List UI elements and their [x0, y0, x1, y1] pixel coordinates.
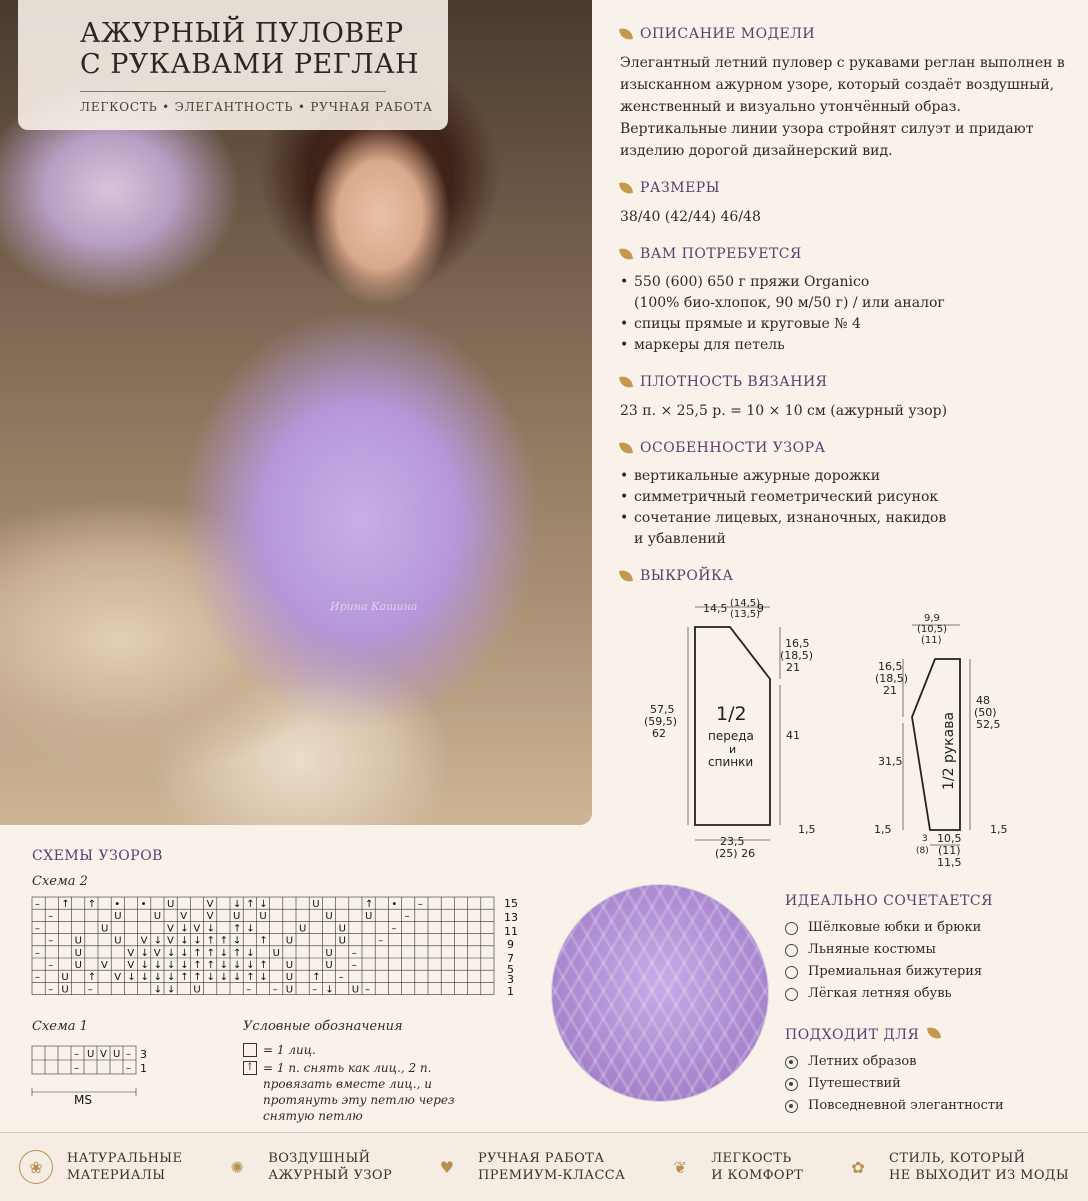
section-heading: ПЛОТНОСТЬ ВЯЗАНИЯ — [640, 374, 828, 390]
dim-text: 1,5 — [990, 823, 1008, 836]
page-title — [80, 18, 448, 80]
dim-text: 3 — [922, 834, 928, 844]
dim-text: (18,5) — [875, 672, 909, 685]
linen-icon — [785, 944, 798, 957]
dim-text: 10,5 — [937, 832, 962, 845]
chart-symbol: ↑ — [365, 899, 374, 910]
dim-text: 21 — [786, 661, 800, 674]
section-heading: ВЫКРОЙКА — [640, 568, 734, 584]
chart-symbol: ↓ — [219, 960, 229, 971]
list-item-label: Лёгкая летняя обувь — [808, 986, 952, 1001]
chart-symbol: U — [338, 923, 346, 935]
photo-watermark: Ирина Кашина — [330, 600, 418, 613]
materials-section — [620, 246, 1070, 356]
chart-symbol: – — [48, 911, 54, 923]
leaf-icon — [619, 247, 633, 261]
chart-symbol: U — [259, 911, 267, 923]
dim-text: 9,9 — [924, 613, 940, 624]
leaf-icon — [619, 569, 633, 583]
chart-symbol: ↓ — [140, 947, 149, 959]
chart-symbol: U — [338, 935, 346, 947]
scheme2-grid — [30, 893, 530, 1003]
chart-symbol: – — [35, 972, 40, 984]
chart-symbol: V — [127, 947, 135, 959]
sun-icon — [785, 1100, 798, 1113]
list-item-label: Шёлковые юбки и брюки — [808, 920, 982, 935]
chart-symbol: ↓ — [246, 960, 255, 971]
chart-symbol: ↓ — [153, 935, 163, 947]
chart-symbol: U — [325, 911, 333, 923]
svg-text:V: V — [100, 1049, 107, 1060]
chart-symbol: ↓ — [140, 972, 149, 984]
sizes-section — [620, 180, 1070, 228]
list-item-label: Премиальная бижутерия — [808, 964, 983, 979]
chart-symbol: ↓ — [259, 972, 268, 984]
list-item — [785, 983, 1075, 1005]
knit-swatch-image — [552, 885, 768, 1101]
skirt-icon — [785, 922, 798, 935]
gauge-value: 23 п. × 25,5 р. = 10 × 10 см (ажурный узор) — [620, 403, 948, 419]
dim-text: (50) — [974, 706, 997, 719]
feature-natural — [19, 1150, 182, 1184]
pairs-heading: ИДЕАЛЬНО СОЧЕТАЕТСЯ — [785, 893, 993, 909]
row-number: 9 — [507, 938, 514, 951]
chart-symbol: • — [140, 899, 147, 910]
dim-text: (59,5) — [644, 715, 678, 728]
chart-symbol: ↓ — [259, 899, 268, 910]
chart-symbol: ↓ — [127, 972, 136, 984]
chart-symbol: U — [153, 911, 162, 923]
chart-symbol: ↓ — [206, 923, 215, 935]
chart-symbol: U — [325, 947, 333, 959]
dim-text: 48 — [976, 694, 990, 707]
chart-symbol: ↓ — [167, 947, 176, 959]
title-line-1: АЖУРНЫЙ ПУЛОВЕР — [80, 18, 404, 49]
chart-symbol: – — [246, 984, 252, 996]
leaf-icon — [619, 181, 633, 195]
feature-style — [841, 1150, 1069, 1184]
gauge-section — [620, 374, 1070, 422]
chart-symbol: – — [378, 935, 384, 947]
dim-text: (13,5) — [730, 609, 761, 620]
chart-symbol: ↓ — [219, 972, 229, 984]
sizes-value: 38/40 (42/44) 46/48 — [620, 209, 761, 225]
chart-symbol: ↑ — [87, 972, 97, 984]
list-item: (100% био-хлопок, 90 м/50 г) / или аналог — [634, 295, 945, 311]
leaf-icon — [927, 1026, 941, 1040]
chart-symbol: ↓ — [219, 947, 229, 959]
list-item — [785, 1073, 1075, 1095]
chart-symbol: ↑ — [259, 935, 268, 947]
chart-symbol: U — [74, 960, 82, 971]
list-item: • спицы прямые и круговые № 4 — [620, 314, 1070, 335]
dim-text: (18,5) — [780, 649, 814, 662]
chart-symbol: U — [285, 935, 294, 947]
pairs-section — [785, 893, 1075, 1117]
list-item-label: Льняные костюмы — [808, 942, 936, 957]
chart-symbol: ↑ — [206, 947, 215, 959]
chart-symbol: ↓ — [153, 972, 163, 984]
chart-symbol: ↓ — [167, 972, 176, 984]
chart-symbol: ↑ — [259, 960, 268, 971]
row-number: 3 — [507, 973, 514, 986]
feature-line: РУЧНАЯ РАБОТА — [477, 1151, 605, 1166]
dim-text: 1,5 — [798, 823, 816, 836]
chart-symbol: V — [167, 923, 174, 935]
section-heading: ОПИСАНИЕ МОДЕЛИ — [640, 26, 816, 42]
chart-symbol: ↑ — [233, 923, 242, 935]
feature-line: ВОЗДУШНЫЙ — [268, 1151, 371, 1166]
feature-line: ПРЕМИУМ-КЛАССА — [477, 1168, 626, 1183]
front-label: и — [729, 743, 737, 756]
list-item: • симметричный геометрический рисунок — [620, 487, 1070, 508]
chart-symbol: U — [74, 947, 82, 959]
chart-symbol: – — [35, 899, 40, 910]
row-number: 13 — [504, 911, 518, 924]
chart-symbol: – — [48, 960, 54, 971]
chart-symbol: ↓ — [233, 899, 242, 910]
scheme1-chart — [30, 1042, 170, 1112]
list-item — [785, 939, 1075, 961]
feature-line: НАТУРАЛЬНЫЕ — [66, 1151, 183, 1166]
footer-features — [0, 1132, 1088, 1201]
chart-symbol: – — [35, 947, 40, 959]
dim-text: (25) 26 — [715, 847, 756, 860]
list-item: • маркеры для петель — [620, 335, 1070, 356]
chart-symbol: – — [351, 947, 357, 959]
chart-symbol: V — [140, 935, 148, 947]
chart-symbol: V — [193, 923, 201, 935]
chart-symbol: – — [312, 984, 318, 996]
chart-symbol: U — [114, 911, 122, 923]
chart-symbol: U — [233, 911, 241, 923]
svg-text:–: – — [126, 1063, 131, 1074]
chart-symbol: – — [87, 984, 93, 996]
chart-symbol: ↓ — [167, 960, 176, 971]
dim-text: 62 — [652, 727, 666, 740]
feature-line: ЛЕГКОСТЬ — [711, 1151, 792, 1166]
chart-symbol: U — [61, 972, 69, 984]
sun-icon — [785, 1078, 798, 1091]
feature-handmade — [430, 1150, 625, 1184]
chart-symbol: ↓ — [246, 947, 255, 959]
chart-symbol: ↓ — [325, 984, 334, 996]
chart-symbol: – — [48, 935, 54, 947]
chart-symbol: – — [365, 984, 370, 996]
snowflake-icon: ✺ — [230, 1157, 244, 1177]
chart-symbol: U — [61, 984, 69, 996]
title-tagline: ЛЕГКОСТЬ • ЭЛЕГАНТНОСТЬ • РУЧНАЯ РАБОТА — [80, 100, 433, 114]
scheme2-chart — [30, 893, 530, 1007]
jewelry-icon — [785, 966, 798, 979]
list-item: • сочетание лицевых, изнаночных, накидов — [620, 508, 1070, 529]
chart-symbol: U — [114, 935, 122, 947]
legend-heading: Условные обозначения — [243, 1019, 403, 1034]
dim-text: (14,5) — [730, 598, 761, 609]
dim-text: (11) — [938, 844, 961, 857]
title-divider — [80, 91, 386, 92]
chart-symbol: ↑ — [246, 972, 255, 984]
row-number: 7 — [507, 952, 514, 965]
chart-symbol: ↓ — [180, 947, 189, 959]
scheme1-grid — [30, 1042, 170, 1108]
front-label: 1/2 — [716, 703, 747, 725]
chart-symbol: U — [325, 960, 333, 971]
front-piece-outline — [695, 627, 770, 825]
list-item — [785, 917, 1075, 939]
chart-symbol: ↑ — [206, 935, 215, 947]
schemes-heading: СХЕМЫ УЗОРОВ — [32, 848, 163, 864]
chart-symbol: ↑ — [193, 972, 202, 984]
features-section — [620, 440, 1070, 550]
row-number: 11 — [504, 925, 518, 938]
flower-icon: ✿ — [851, 1157, 865, 1177]
row-number: 5 — [507, 963, 514, 976]
decrease-symbol: ↑ — [243, 1061, 257, 1075]
lotus-icon: ❀ — [19, 1150, 53, 1184]
title-line-2: С РУКАВАМИ РЕГЛАН — [80, 49, 420, 80]
dim-text: 1,5 — [874, 823, 892, 836]
svg-text:–: – — [126, 1049, 131, 1060]
list-item-label: Летних образов — [808, 1054, 917, 1069]
legend-item — [243, 1042, 473, 1058]
dim-text: 41 — [786, 729, 800, 742]
description-text: Элегантный летний пуловер с рукавами реглан выполнен в изысканном ажурном узоре, который создаёт воздушный, женственный и визуально утончённый образ. Вертикальные линии узора стройнят силуэт и придают изделию дорогой дизайнерский вид. — [620, 55, 1065, 159]
dim-text: 14,5 — [703, 602, 728, 615]
chart-symbol: U — [351, 984, 360, 996]
chart-symbol: ↑ — [219, 935, 229, 947]
list-item: • 550 (600) 650 г пряжи Organico — [620, 272, 1070, 293]
leaf-icon — [619, 441, 633, 455]
scheme2-label: Схема 2 — [32, 874, 88, 889]
pattern-heading — [620, 568, 1070, 584]
chart-symbol: ↑ — [87, 899, 97, 910]
leaf-icon — [619, 375, 633, 389]
chart-symbol: • — [114, 899, 121, 910]
feature-comfort — [663, 1150, 803, 1184]
dim-text: 52,5 — [976, 718, 1001, 731]
title-card — [18, 0, 448, 130]
row-number: 1 — [140, 1062, 147, 1075]
dim-text: 57,5 — [650, 703, 675, 716]
chart-symbol: – — [417, 899, 423, 910]
feature-openwork — [220, 1150, 392, 1184]
chart-symbol: ↓ — [206, 972, 215, 984]
sun-icon — [785, 1056, 798, 1069]
chart-symbol: • — [391, 899, 398, 910]
dim-text: 31,5 — [878, 755, 903, 768]
dim-text: (10,5) — [917, 624, 948, 635]
chart-symbol: ↓ — [153, 960, 163, 971]
chart-symbol: U — [299, 923, 307, 935]
chart-symbol: V — [167, 935, 174, 947]
scheme1-label: Схема 1 — [32, 1019, 88, 1034]
legend-text: = 1 п. снять как лиц., 2 п. провязать вместе лиц., и протянуть эту петлю через снятую петлю — [263, 1061, 455, 1123]
chart-symbol: ↓ — [153, 984, 163, 996]
chart-symbol: ↑ — [312, 972, 321, 984]
chart-symbol: U — [285, 984, 294, 996]
knit-symbol — [243, 1043, 257, 1057]
chart-symbol: ↑ — [180, 972, 189, 984]
chart-symbol: ↑ — [233, 947, 242, 959]
pattern-diagram — [620, 595, 1070, 870]
legend-item — [243, 1060, 473, 1124]
list-item — [785, 1095, 1075, 1117]
chart-symbol: V — [206, 899, 214, 910]
chart-symbol: U — [285, 972, 294, 984]
dim-text: 16,5 — [785, 637, 810, 650]
svg-text:U: U — [87, 1049, 95, 1060]
sleeve-label: 1/2 рукава — [941, 711, 957, 790]
suits-heading — [785, 1027, 1075, 1043]
chart-symbol: ↓ — [167, 984, 176, 996]
chart-symbol: U — [285, 960, 294, 971]
chart-symbol: ↓ — [180, 960, 189, 971]
row-number: 15 — [504, 897, 518, 910]
svg-text:U: U — [113, 1049, 121, 1060]
chart-symbol: ↓ — [233, 972, 242, 984]
info-column — [620, 26, 1070, 594]
chart-symbol: ↓ — [233, 960, 242, 971]
dim-text: 21 — [883, 684, 897, 697]
shoe-icon — [785, 988, 798, 1001]
chart-symbol: – — [48, 984, 54, 996]
legend — [243, 1042, 473, 1124]
chart-symbol: V — [114, 972, 122, 984]
chart-symbol: – — [391, 923, 397, 935]
leaf-icon: ❦ — [673, 1157, 687, 1177]
chart-symbol: – — [338, 972, 344, 984]
chart-symbol: V — [127, 960, 135, 971]
chart-symbol: ↓ — [140, 960, 149, 971]
chart-symbol: U — [167, 899, 175, 910]
svg-text:–: – — [74, 1063, 79, 1074]
suits-heading-text: ПОДХОДИТ ДЛЯ — [785, 1027, 920, 1043]
svg-text:–: – — [74, 1049, 79, 1060]
feature-line: СТИЛЬ, КОТОРЫЙ — [889, 1151, 1026, 1166]
list-item-label: Повседневной элегантности — [808, 1098, 1004, 1113]
list-item — [785, 1051, 1075, 1073]
dim-text: 11,5 — [937, 856, 962, 869]
rapport-label: MS — [74, 1093, 92, 1107]
chart-symbol: ↓ — [193, 935, 202, 947]
feature-line: И КОМФОРТ — [711, 1168, 804, 1183]
dim-text: 23,5 — [720, 835, 745, 848]
model-photo — [0, 0, 592, 825]
chart-symbol: ↑ — [206, 960, 215, 971]
feature-line: АЖУРНЫЙ УЗОР — [268, 1168, 393, 1183]
dim-text: 16,5 — [878, 660, 903, 673]
chart-symbol: – — [351, 960, 357, 971]
legend-text: = 1 лиц. — [263, 1043, 316, 1057]
dim-text: (8) — [916, 846, 929, 856]
chart-symbol: – — [404, 911, 410, 923]
pattern-svg — [620, 595, 1070, 870]
chart-symbol: ↑ — [193, 960, 202, 971]
chart-symbol: V — [153, 947, 161, 959]
hands-icon: ♥ — [439, 1157, 455, 1177]
chart-symbol: U — [312, 899, 320, 910]
chart-symbol: – — [272, 984, 278, 996]
feature-line: НЕ ВЫХОДИТ ИЗ МОДЫ — [889, 1168, 1070, 1183]
chart-symbol: U — [193, 984, 201, 996]
chart-symbol: – — [35, 923, 40, 935]
row-number: 1 — [507, 985, 514, 998]
list-item-label: Путешествий — [808, 1076, 901, 1091]
chart-symbol: ↓ — [246, 923, 255, 935]
chart-symbol: ↑ — [61, 899, 70, 910]
front-label: переда — [708, 729, 754, 743]
chart-symbol: ↓ — [180, 935, 189, 947]
list-item: • вертикальные ажурные дорожки — [620, 466, 1070, 487]
row-number: 3 — [140, 1048, 147, 1061]
chart-symbol: V — [206, 911, 214, 923]
chart-symbol: V — [180, 911, 188, 923]
dim-text: (11) — [921, 635, 942, 646]
list-item: и убавлений — [634, 531, 726, 547]
chart-symbol: ↓ — [233, 935, 242, 947]
dim-text: 9 — [757, 602, 764, 615]
feature-line: МАТЕРИАЛЫ — [66, 1168, 166, 1183]
chart-symbol: U — [272, 947, 280, 959]
chart-symbol: U — [365, 911, 373, 923]
chart-symbol: ↑ — [246, 899, 255, 910]
front-label: спинки — [708, 755, 754, 769]
section-heading: РАЗМЕРЫ — [640, 180, 720, 196]
chart-symbol: U — [74, 935, 82, 947]
leaf-icon — [619, 27, 633, 41]
section-heading: ВАМ ПОТРЕБУЕТСЯ — [640, 246, 802, 262]
description-section — [620, 26, 1070, 162]
chart-symbol: ↓ — [180, 923, 189, 935]
chart-symbol: ↑ — [193, 947, 202, 959]
section-heading: ОСОБЕННОСТИ УЗОРА — [640, 440, 826, 456]
chart-symbol: V — [101, 960, 108, 971]
list-item — [785, 961, 1075, 983]
chart-symbol: U — [101, 923, 109, 935]
